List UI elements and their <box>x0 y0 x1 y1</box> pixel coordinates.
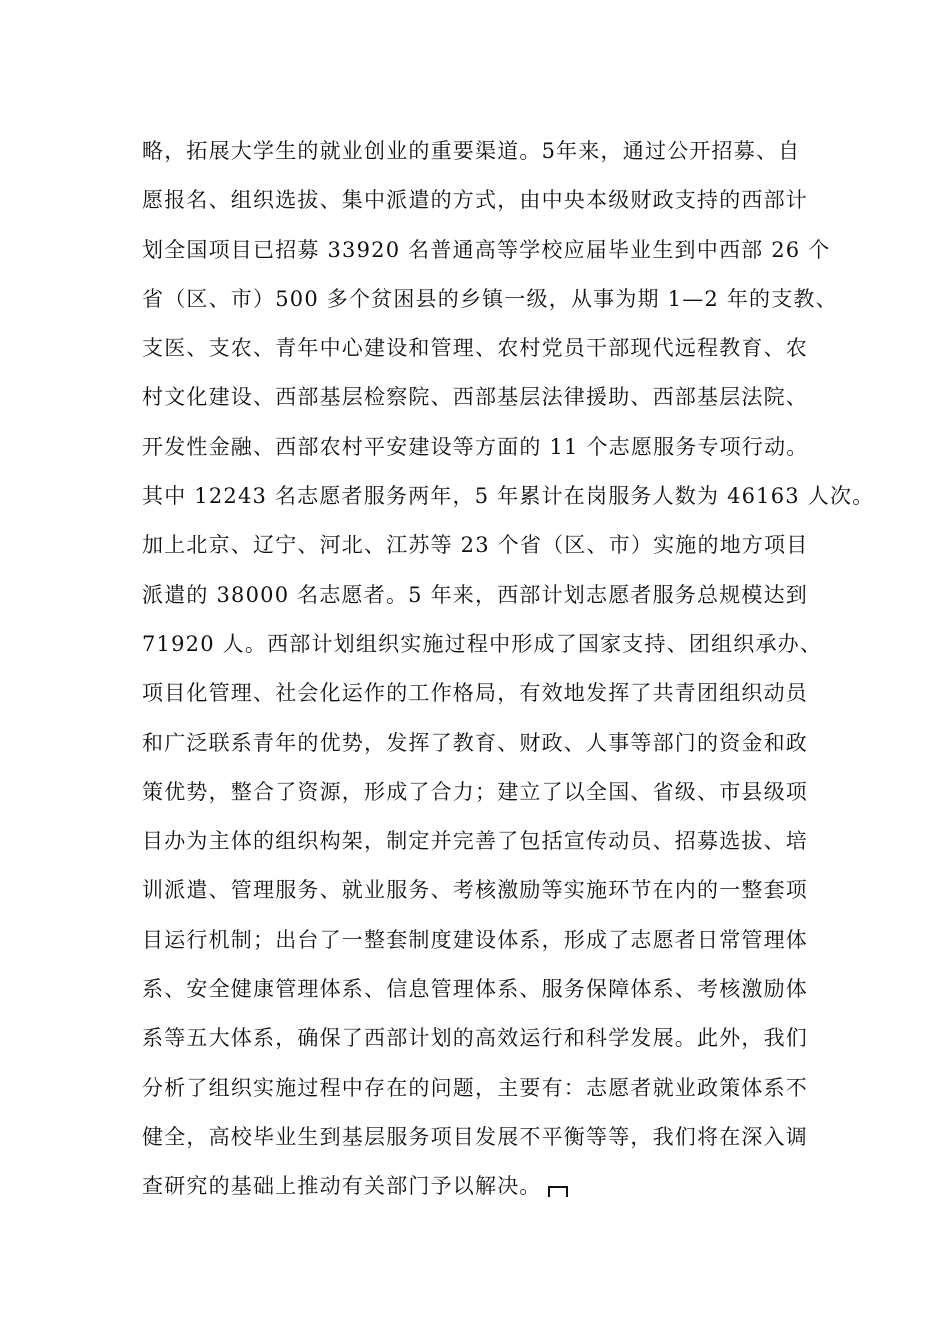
text-line: 划全国项目已招募 33920 名普通高等学校应届毕业生到中西部 26 个 <box>142 237 831 262</box>
text-line: 系等五大体系，确保了西部计划的高效运行和科学发展。此外，我们 <box>142 1026 808 1051</box>
text-line: 系、安全健康管理体系、信息管理体系、服务保障体系、考核激励体 <box>142 977 808 1002</box>
text-line: 目运行机制；出台了一整套制度建设体系，形成了志愿者日常管理体 <box>142 927 808 952</box>
text-line: 和广泛联系青年的优势，发挥了教育、财政、人事等部门的资金和政 <box>142 730 808 755</box>
text-line: 训派遣、管理服务、就业服务、考核激励等实施环节在内的一整套项 <box>142 878 808 903</box>
text-line: 策优势，整合了资源，形成了合力；建立了以全国、省级、市县级项 <box>142 779 808 804</box>
end-mark-icon <box>548 1186 568 1197</box>
text-line: 其中 12243 名志愿者服务两年，5 年累计在岗服务人数为 46163 人次。 <box>142 484 875 509</box>
text-line: 目办为主体的组织构架，制定并完善了包括宣传动员、招募选拔、培 <box>142 829 808 854</box>
text-line: 省（区、市）500 多个贫困县的乡镇一级，从事为期 1—2 年的支教、 <box>142 286 838 311</box>
text-line: 开发性金融、西部农村平安建设等方面的 11 个志愿服务专项行动。 <box>142 434 809 459</box>
text-line-content: 查研究的基础上推动有关部门予以解决。 <box>142 1174 542 1199</box>
text-line: 派遣的 38000 名志愿者。5 年来，西部计划志愿者服务总规模达到 <box>142 582 808 607</box>
text-line: 健全，高校毕业生到基层服务项目发展不平衡等等，我们将在深入调 <box>142 1124 808 1149</box>
text-line: 愿报名、组织选拔、集中派遣的方式，由中央本级财政支持的西部计 <box>142 188 808 213</box>
text-line: 村文化建设、西部基层检察院、西部基层法律援助、西部基层法院、 <box>142 385 808 410</box>
text-line: 略，拓展大学生的就业创业的重要渠道。5年来，通过公开招募、自 <box>142 139 801 163</box>
text-line: 分析了组织实施过程中存在的问题，主要有：志愿者就业政策体系不 <box>142 1075 808 1100</box>
text-line: 71920 人。西部计划组织实施过程中形成了国家支持、团组织承办、 <box>142 631 823 656</box>
text-line: 项目化管理、社会化运作的工作格局，有效地发挥了共青团组织动员 <box>142 681 808 706</box>
text-line: 支医、支农、青年中心建设和管理、农村党员干部现代远程教育、农 <box>142 336 808 361</box>
text-line: 加上北京、辽宁、河北、江苏等 23 个省（区、市）实施的地方项目 <box>142 533 809 558</box>
last-text-line <box>142 1162 832 1211</box>
body-paragraph <box>142 127 875 1212</box>
